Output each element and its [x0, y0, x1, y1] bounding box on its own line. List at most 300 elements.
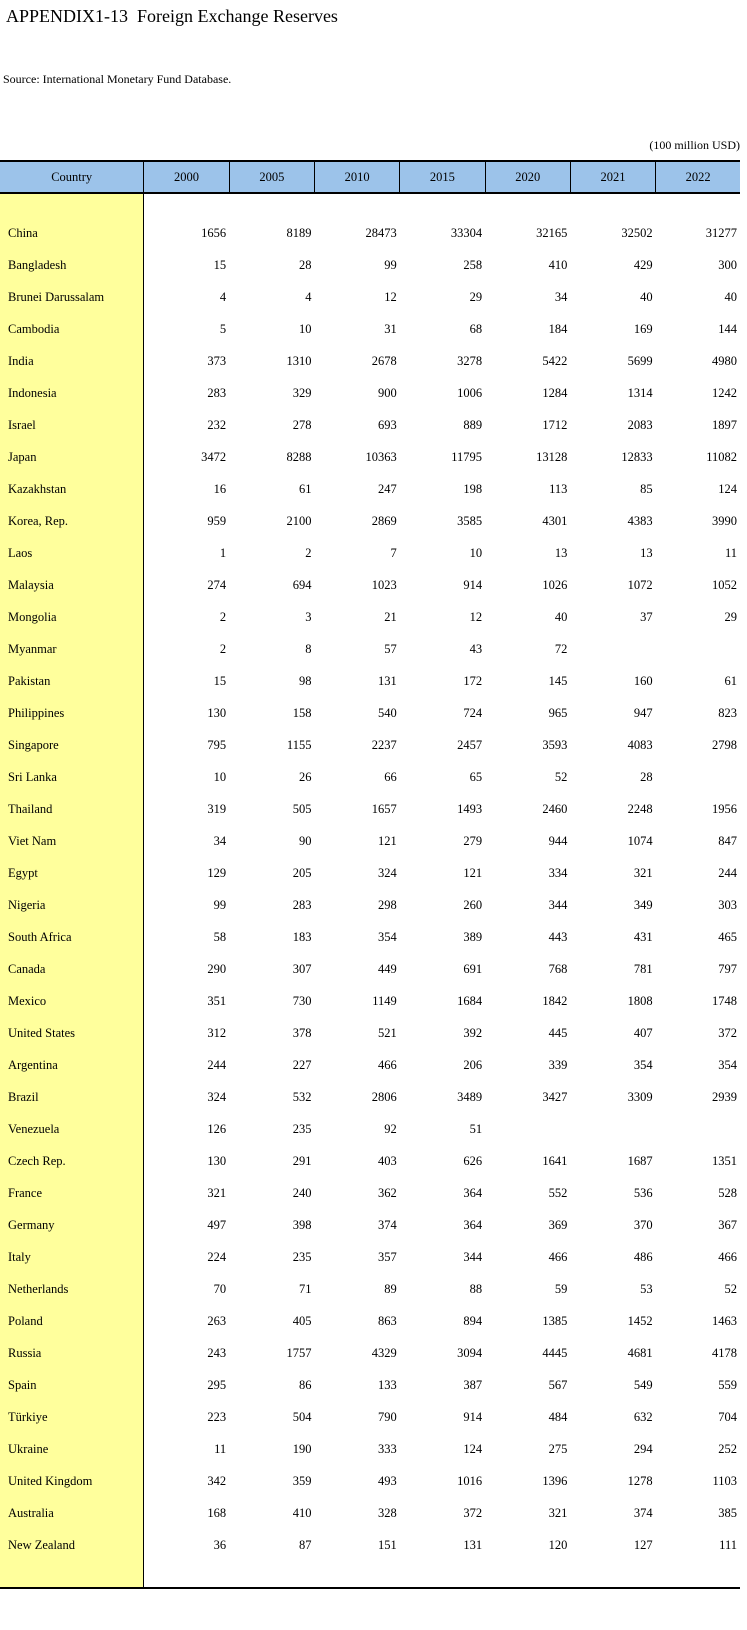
value-cell: 334 [548, 865, 568, 880]
value-cell: 965 [548, 705, 568, 720]
value-cell: 465 [718, 929, 737, 944]
value-cell: 3309 [627, 1089, 653, 1104]
table-row [0, 1273, 740, 1305]
column-header: 2021 [570, 161, 655, 193]
value-cell: 900 [378, 385, 397, 400]
value-cell: 252 [718, 1441, 737, 1456]
value-cell: 328 [378, 1505, 397, 1520]
value-cell: 445 [548, 1025, 568, 1040]
country-cell: Venezuela [0, 1113, 144, 1145]
value-cell: 5 [219, 321, 227, 336]
value-cell: 959 [207, 513, 227, 528]
value-cell: 1897 [712, 417, 737, 432]
value-cell: 33304 [450, 225, 483, 240]
value-cell [656, 633, 740, 665]
value-cell: 8 [305, 641, 312, 656]
country-cell: Netherlands [0, 1273, 144, 1305]
value-cell: 486 [633, 1249, 653, 1264]
value-cell: 1072 [627, 577, 653, 592]
value-cell: 57 [384, 641, 397, 656]
value-cell: 294 [633, 1441, 653, 1456]
value-cell: 567 [548, 1377, 568, 1392]
value-cell: 291 [292, 1153, 312, 1168]
table-row [0, 1401, 740, 1433]
value-cell: 1351 [712, 1153, 737, 1168]
value-cell: 31 [384, 321, 397, 336]
country-cell: Argentina [0, 1049, 144, 1081]
value-cell: 3585 [457, 513, 483, 528]
value-cell: 2 [305, 545, 312, 560]
value-cell: 559 [718, 1377, 737, 1392]
country-cell: Kazakhstan [0, 473, 144, 505]
value-cell: 823 [718, 705, 737, 720]
value-cell: 1687 [627, 1153, 653, 1168]
value-cell: 11795 [451, 449, 483, 464]
value-cell: 4 [219, 289, 227, 304]
table-row [0, 1177, 740, 1209]
value-cell: 321 [548, 1505, 568, 1520]
value-cell: 43 [469, 641, 483, 656]
table-body [0, 193, 740, 1588]
value-cell: 373 [207, 353, 227, 368]
value-cell: 1242 [712, 385, 737, 400]
country-cell: South Africa [0, 921, 144, 953]
value-cell: 29 [724, 609, 737, 624]
country-cell: France [0, 1177, 144, 1209]
country-cell: Israel [0, 409, 144, 441]
value-cell: 151 [378, 1537, 397, 1552]
value-cell: 260 [463, 897, 483, 912]
value-cell: 1026 [542, 577, 568, 592]
value-cell: 944 [548, 833, 568, 848]
value-cell: 4 [305, 289, 312, 304]
country-cell: Japan [0, 441, 144, 473]
value-cell: 466 [718, 1249, 737, 1264]
table-row [0, 409, 740, 441]
table-row [0, 1529, 740, 1561]
value-cell: 329 [292, 385, 312, 400]
value-cell: 398 [292, 1217, 312, 1232]
value-cell: 7 [390, 545, 397, 560]
value-cell: 3472 [201, 449, 227, 464]
value-cell: 4681 [627, 1345, 653, 1360]
value-cell: 127 [633, 1537, 653, 1552]
country-cell: Brazil [0, 1081, 144, 1113]
value-cell: 130 [207, 1153, 227, 1168]
value-cell: 2460 [542, 801, 568, 816]
value-cell: 387 [463, 1377, 483, 1392]
value-cell: 121 [378, 833, 397, 848]
table-row [0, 1337, 740, 1369]
country-cell: Indonesia [0, 377, 144, 409]
value-cell: 4178 [712, 1345, 737, 1360]
value-cell: 68 [469, 321, 483, 336]
value-cell: 367 [718, 1217, 737, 1232]
value-cell: 4083 [627, 737, 653, 752]
value-cell: 26 [298, 769, 312, 784]
value-cell: 407 [633, 1025, 653, 1040]
value-cell: 90 [298, 833, 312, 848]
value-cell: 357 [378, 1249, 397, 1264]
value-cell: 37 [640, 609, 653, 624]
value-cell [485, 1113, 570, 1145]
value-cell: 86 [298, 1377, 312, 1392]
value-cell: 52 [724, 1281, 737, 1296]
value-cell: 2869 [371, 513, 397, 528]
country-cell: Bangladesh [0, 249, 144, 281]
value-cell: 51 [469, 1121, 483, 1136]
value-cell: 169 [633, 321, 653, 336]
table-row [0, 857, 740, 889]
value-cell: 243 [207, 1345, 227, 1360]
table-row [0, 217, 740, 249]
value-cell: 21 [384, 609, 397, 624]
value-cell: 12 [469, 609, 483, 624]
table-row [0, 953, 740, 985]
country-cell: Canada [0, 953, 144, 985]
table-row [0, 569, 740, 601]
table-row [0, 345, 740, 377]
value-cell: 111 [719, 1537, 737, 1552]
value-cell: 549 [633, 1377, 653, 1392]
value-cell: 29 [469, 289, 483, 304]
country-cell: Laos [0, 537, 144, 569]
value-cell: 354 [378, 929, 397, 944]
value-cell: 351 [207, 993, 227, 1008]
value-cell: 863 [378, 1313, 397, 1328]
value-cell: 321 [207, 1185, 227, 1200]
value-cell: 274 [207, 577, 227, 592]
value-cell: 61 [298, 481, 312, 496]
value-cell: 124 [718, 481, 737, 496]
value-cell: 410 [548, 257, 568, 272]
value-cell: 15 [213, 673, 227, 688]
table-row [0, 793, 740, 825]
value-cell: 240 [292, 1185, 312, 1200]
value-cell: 10 [213, 769, 227, 784]
value-cell: 626 [463, 1153, 483, 1168]
value-cell: 283 [292, 897, 312, 912]
value-cell: 324 [378, 865, 397, 880]
reserves-table [0, 160, 740, 1589]
table-row [0, 1113, 740, 1145]
value-cell: 1310 [286, 353, 312, 368]
value-cell: 1396 [542, 1473, 568, 1488]
value-cell: 3094 [457, 1345, 483, 1360]
table-row [0, 281, 740, 313]
country-cell: China [0, 217, 144, 249]
table-row [0, 921, 740, 953]
value-cell: 2678 [371, 353, 397, 368]
value-cell: 58 [213, 929, 227, 944]
value-cell: 244 [207, 1057, 227, 1072]
value-cell: 13 [640, 545, 653, 560]
country-cell: New Zealand [0, 1529, 144, 1561]
header-row [0, 161, 740, 193]
value-cell: 914 [463, 1409, 483, 1424]
value-cell: 8189 [286, 225, 312, 240]
value-cell: 378 [292, 1025, 312, 1040]
value-cell: 781 [633, 961, 653, 976]
value-cell: 354 [633, 1057, 653, 1072]
value-cell: 364 [463, 1185, 483, 1200]
value-cell: 190 [292, 1441, 312, 1456]
value-cell: 258 [463, 257, 483, 272]
value-cell: 290 [207, 961, 227, 976]
value-cell: 15 [213, 257, 227, 272]
value-cell: 359 [292, 1473, 312, 1488]
value-cell: 914 [463, 577, 483, 592]
value-cell: 59 [554, 1281, 568, 1296]
country-cell: Mexico [0, 985, 144, 1017]
value-cell: 4445 [542, 1345, 568, 1360]
value-cell: 1155 [286, 737, 312, 752]
value-cell: 389 [463, 929, 483, 944]
table-row [0, 1241, 740, 1273]
value-cell: 168 [207, 1505, 227, 1520]
country-cell: Spain [0, 1369, 144, 1401]
value-cell: 1757 [286, 1345, 312, 1360]
value-cell: 724 [463, 705, 483, 720]
units-label: (100 million USD) [649, 138, 740, 152]
value-cell: 16 [213, 481, 227, 496]
value-cell: 235 [292, 1121, 312, 1136]
value-cell: 85 [640, 481, 653, 496]
table-row [0, 249, 740, 281]
country-cell: Philippines [0, 697, 144, 729]
table-row [0, 313, 740, 345]
value-cell: 184 [548, 321, 568, 336]
value-cell: 278 [292, 417, 312, 432]
value-cell: 2248 [627, 801, 653, 816]
table-row [0, 1305, 740, 1337]
spacer-row [0, 193, 740, 217]
value-cell: 768 [548, 961, 568, 976]
value-cell: 71 [298, 1281, 312, 1296]
value-cell: 1 [219, 545, 227, 560]
value-cell: 847 [718, 833, 737, 848]
value-cell: 28 [640, 769, 653, 784]
value-cell: 364 [463, 1217, 483, 1232]
value-cell: 13128 [536, 449, 568, 464]
value-cell: 1452 [627, 1313, 653, 1328]
value-cell: 8288 [286, 449, 312, 464]
value-cell: 333 [378, 1441, 397, 1456]
country-cell: Brunei Darussalam [0, 281, 144, 313]
value-cell: 32165 [536, 225, 568, 240]
value-cell: 205 [292, 865, 312, 880]
value-cell: 232 [207, 417, 227, 432]
value-cell: 52 [554, 769, 568, 784]
value-cell: 730 [292, 993, 312, 1008]
table-row [0, 1017, 740, 1049]
country-cell: Thailand [0, 793, 144, 825]
value-cell: 5699 [627, 353, 653, 368]
value-cell: 283 [207, 385, 227, 400]
value-cell: 2798 [712, 737, 737, 752]
table-row [0, 1209, 740, 1241]
value-cell: 1657 [371, 801, 397, 816]
table-row [0, 1465, 740, 1497]
value-cell: 40 [724, 289, 737, 304]
value-cell: 2100 [286, 513, 312, 528]
value-cell: 4980 [712, 353, 737, 368]
value-cell: 1314 [627, 385, 653, 400]
value-cell: 99 [213, 897, 227, 912]
value-cell: 1493 [457, 801, 483, 816]
country-cell: Mongolia [0, 601, 144, 633]
value-cell: 131 [463, 1537, 483, 1552]
value-cell: 528 [718, 1185, 737, 1200]
value-cell: 99 [384, 257, 397, 272]
column-header: 2022 [656, 161, 740, 193]
value-cell: 11 [724, 545, 737, 560]
value-cell: 410 [292, 1505, 312, 1520]
value-cell: 484 [548, 1409, 568, 1424]
table-row [0, 665, 740, 697]
value-cell: 307 [292, 961, 312, 976]
value-cell: 40 [640, 289, 653, 304]
source-note: Source: International Monetary Fund Database. [3, 72, 232, 86]
value-cell: 3990 [712, 513, 737, 528]
value-cell: 312 [207, 1025, 227, 1040]
country-cell: Poland [0, 1305, 144, 1337]
table-row [0, 441, 740, 473]
country-cell: Pakistan [0, 665, 144, 697]
value-cell: 369 [548, 1217, 568, 1232]
value-cell: 704 [718, 1409, 737, 1424]
value-cell: 12833 [621, 449, 653, 464]
table-row [0, 537, 740, 569]
value-cell: 1842 [542, 993, 568, 1008]
value-cell: 1023 [371, 577, 397, 592]
country-cell: Viet Nam [0, 825, 144, 857]
value-cell: 1808 [627, 993, 653, 1008]
value-cell: 374 [633, 1505, 653, 1520]
value-cell: 12 [384, 289, 397, 304]
value-cell: 88 [469, 1281, 483, 1296]
value-cell: 92 [384, 1121, 397, 1136]
value-cell: 160 [633, 673, 653, 688]
value-cell: 1748 [712, 993, 737, 1008]
value-cell: 40 [554, 609, 568, 624]
table-row [0, 1049, 740, 1081]
value-cell: 198 [463, 481, 483, 496]
value-cell: 1103 [712, 1473, 737, 1488]
value-cell: 947 [633, 705, 653, 720]
value-cell: 1149 [372, 993, 397, 1008]
value-cell: 1016 [457, 1473, 483, 1488]
value-cell: 223 [207, 1409, 227, 1424]
value-cell: 540 [378, 705, 397, 720]
value-cell: 552 [548, 1185, 568, 1200]
value-cell: 1956 [712, 801, 737, 816]
value-cell: 53 [640, 1281, 653, 1296]
value-cell: 303 [718, 897, 737, 912]
value-cell: 2 [219, 641, 227, 656]
value-cell: 28473 [365, 225, 397, 240]
value-cell: 795 [207, 737, 227, 752]
value-cell: 1052 [712, 577, 737, 592]
country-cell: Russia [0, 1337, 144, 1369]
column-header: 2005 [229, 161, 314, 193]
value-cell: 275 [548, 1441, 568, 1456]
value-cell: 1463 [712, 1313, 737, 1328]
value-cell [570, 633, 655, 665]
country-cell: Korea, Rep. [0, 505, 144, 537]
value-cell: 1656 [201, 225, 227, 240]
value-cell: 5422 [542, 353, 568, 368]
value-cell: 4329 [371, 1345, 397, 1360]
country-cell: Myanmar [0, 633, 144, 665]
value-cell: 2237 [371, 737, 397, 752]
value-cell: 429 [633, 257, 653, 272]
column-header: 2020 [485, 161, 570, 193]
value-cell: 244 [718, 865, 737, 880]
table-row [0, 473, 740, 505]
value-cell: 183 [292, 929, 312, 944]
value-cell: 263 [207, 1313, 227, 1328]
country-cell: United Kingdom [0, 1465, 144, 1497]
value-cell: 370 [633, 1217, 653, 1232]
table-row [0, 985, 740, 1017]
value-cell: 342 [207, 1473, 227, 1488]
value-cell: 324 [207, 1089, 227, 1104]
value-cell: 691 [463, 961, 483, 976]
country-cell: Czech Rep. [0, 1145, 144, 1177]
column-header: 2000 [144, 161, 229, 193]
table-row [0, 889, 740, 921]
value-cell: 227 [292, 1057, 312, 1072]
value-cell: 466 [378, 1057, 397, 1072]
value-cell: 632 [633, 1409, 653, 1424]
value-cell: 532 [292, 1089, 312, 1104]
value-cell: 145 [548, 673, 568, 688]
country-cell: Cambodia [0, 313, 144, 345]
value-cell: 66 [384, 769, 397, 784]
value-cell: 72 [554, 641, 568, 656]
value-cell: 4301 [542, 513, 568, 528]
table-row [0, 505, 740, 537]
value-cell: 235 [292, 1249, 312, 1264]
value-cell: 321 [633, 865, 653, 880]
value-cell: 443 [548, 929, 568, 944]
value-cell: 344 [548, 897, 568, 912]
value-cell: 354 [718, 1057, 737, 1072]
value-cell: 295 [207, 1377, 227, 1392]
value-cell [570, 1113, 655, 1145]
value-cell: 3593 [542, 737, 568, 752]
value-cell: 372 [718, 1025, 737, 1040]
table-row [0, 633, 740, 665]
value-cell: 797 [718, 961, 737, 976]
value-cell: 34 [554, 289, 568, 304]
value-cell: 1385 [542, 1313, 568, 1328]
value-cell: 362 [378, 1185, 397, 1200]
value-cell: 497 [207, 1217, 227, 1232]
value-cell: 31277 [705, 225, 737, 240]
value-cell: 505 [292, 801, 312, 816]
value-cell [656, 1113, 740, 1145]
value-cell: 130 [207, 705, 227, 720]
value-cell: 144 [718, 321, 737, 336]
table-row [0, 377, 740, 409]
value-cell: 894 [463, 1313, 483, 1328]
table-row [0, 1081, 740, 1113]
value-cell: 1278 [627, 1473, 653, 1488]
value-cell: 1684 [457, 993, 483, 1008]
value-cell: 65 [469, 769, 483, 784]
